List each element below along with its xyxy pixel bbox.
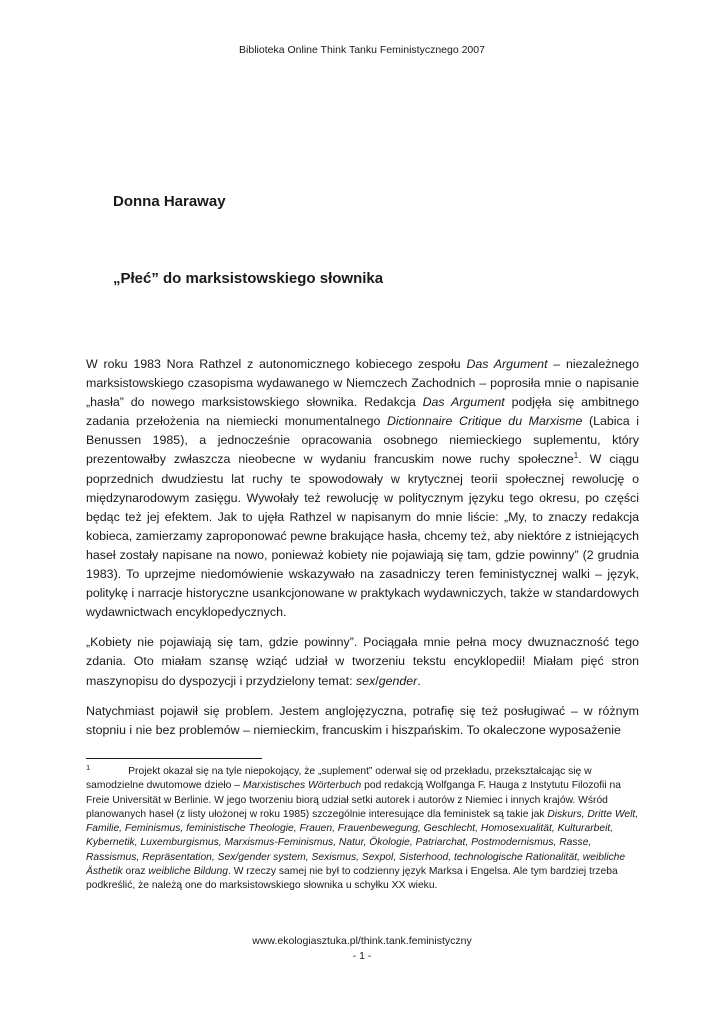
footnote: $^1$ Projekt okazał się na tyle niepokojący, że „suplement” oderwał się od przekładu, przekształcając się w samodzielne dwutomowe dzieło – Marxistisches Wörterbuch pod redakcją Wolfganga F. Hauga z Instytutu Filozofii na Freie Universität w Berlinie. W jego tworzeniu biorą udział setki autorek i autorów z Niemiec i innych krajów. Wśród planowanych haseł (z listy ułożonej w roku 1985) szczególnie interesujące dla feministek są takie jak Diskurs, Dritte Welt, Familie, Feminismus, feministische Theologie, Frauen, Frauenbewegung, Geschlecht, Homosexualität, Kulturarbeit, Kybernetik, Luxemburgismus, Marxismus-Feminismus, Natur, Ökologie, Patriarchat, Postmodernismus, Rasse, Rassismus, Repräsentation, Sex/gender system, Sexismus, Sexpol, Sisterhood, technologische Rationalität, weibliche Ästhetik oraz weibliche Bildung. W rzeczy samej nie był to codzienny język Marksa i Engelsa. Ale tym bardziej trzeba podkreślić, że należą one do marksistowskiego słownika u schyłku XX wieku. (86, 762, 639, 892)
footnote-divider (86, 758, 262, 759)
author-name: Donna Haraway (113, 193, 226, 210)
footnote-ref[interactable]: 1 (573, 451, 579, 461)
paragraph-2: „Kobiety nie pojawiają się tam, gdzie powinny”. Pociągała mnie pełna mocy dwuznaczność tego zdania. Oto miałam szansę wziąć udział w tworzeniu tekstu encyklopedii! Miałam pięć stron maszynopisu do dyspozycji i przydzielony temat: sex/gender. (86, 635, 639, 688)
paragraph-3: Natychmiast pojawił się problem. Jestem anglojęzyczna, potrafię się też posługiwać – w różnym stopniu i nie bez problemów – niemieckim, francuskim i hiszpańskim. To okaleczone wyposażenie (86, 703, 639, 737)
paragraph-1: W roku 1983 Nora Rathzel z autonomicznego kobiecego zespołu Das Argument – niezależnego marksistowskiego czasopisma wydawanego w Niemczech Zachodnich – poprosiła mnie o napisanie „hasła” do nowego marksistowskiego słownika. Redakcja Das Argument podjęła się ambitnego zadania przełożenia na niemiecki monumentalnego Dictionnaire Critique du Marxisme (Labica i Benussen 1985), a jednocześnie opracowania osobnego niemieckiego suplementu, który prezentowałby zwłaszcza nieobecne w wydaniu francuskim nowe ruchy społeczne$^1$. W ciągu poprzednich dwudziestu lat ruchy te spowodowały w krytycznej teorii społecznej rewolucję o międzynarodowym zasięgu. Wywołały też rewolucję w politycznym języku tego okresu, po części będąc też jej efektem. Jak to ujęła Rathzel w napisanym do mnie liście: „My, to znaczy redakcja kobieca, zamierzamy zaproponować pewne brakujące hasła, chcemy też, aby niektóre z istniejących haseł zostały napisane na nowo, ponieważ kobiety nie pojawiają się tam, gdzie powinny” (2 grudnia 1983). To uprzejme niedomówienie wskazywało na zasadniczy teren feministycznej walki – język, politykę i narracje historyczne usankcjonowane w praktykach wydawniczych, także w standardowych wydawnictwach encyklopedycznych. (86, 357, 639, 620)
footnote-number: 1 (86, 762, 91, 772)
article-title: „Płeć” do marksistowskiego słownika (113, 270, 384, 287)
running-header: Biblioteka Online Think Tanku Feministycznego 2007 (239, 44, 485, 56)
footer-url[interactable]: www.ekologiasztuka.pl/think.tank.feministyczny (252, 935, 472, 947)
body-text (86, 355, 639, 751)
page-number: - 1 - (352, 950, 372, 962)
